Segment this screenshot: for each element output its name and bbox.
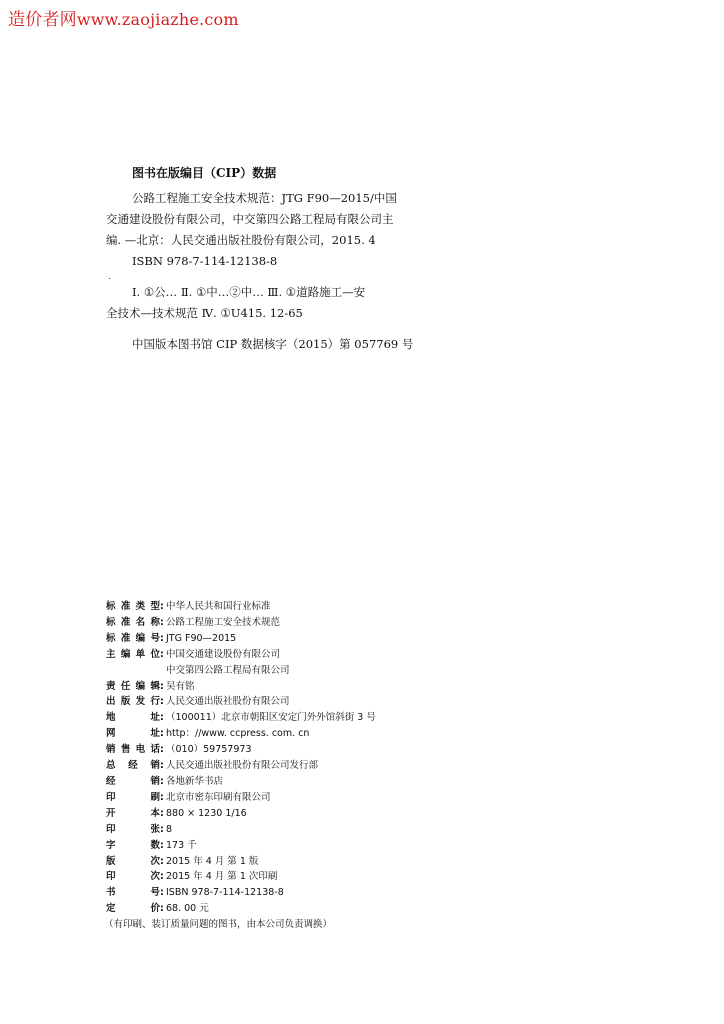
info-value: 中华人民共和国行业标准	[166, 601, 271, 612]
cip-paragraph-line: 编. —北京：人民交通出版社股份有限公司，2015. 4	[106, 233, 376, 247]
info-value: 880 × 1230 1/16	[166, 807, 247, 819]
info-label: 责任编辑	[106, 680, 160, 692]
info-row: 总经销 : 人民交通出版社股份有限公司发行部	[106, 758, 466, 774]
info-row: 地址 : （100011）北京市朝阳区安定门外外馆斜街 3 号	[106, 710, 466, 726]
watermark	[8, 5, 239, 30]
watermark-url: www.zaojiazhe.com	[76, 10, 239, 29]
info-label: 地址	[106, 712, 160, 724]
info-label: 网址	[106, 728, 160, 740]
info-label: 标准名称	[106, 616, 160, 628]
info-row: 出版发行 : 人民交通出版社股份有限公司	[106, 694, 466, 710]
info-value: 各地新华书店	[166, 775, 224, 787]
info-value: 北京市密东印刷有限公司	[166, 791, 271, 803]
info-label: 字数	[106, 839, 160, 851]
info-row: 标准编号 : JTG F90—2015	[106, 631, 466, 647]
info-row: 书号 : ISBN 978-7-114-12138-8	[106, 885, 466, 901]
info-row: 印次 : 2015 年 4 月 第 1 次印刷	[106, 869, 466, 885]
info-row: 经销 : 各地新华书店	[106, 774, 466, 790]
info-label: 定价	[106, 903, 160, 915]
info-label: 书号	[106, 887, 160, 899]
info-row: 标准类型 : 中华人民共和国行业标准	[106, 599, 466, 615]
info-label: 主编单位	[106, 648, 160, 660]
info-row: 主编单位 : 中国交通建设股份有限公司	[106, 647, 466, 663]
info-label: 经销	[106, 775, 160, 787]
info-row: 印刷 : 北京市密东印刷有限公司	[106, 790, 466, 806]
info-value: 8	[166, 823, 173, 835]
info-value: ISBN 978-7-114-12138-8	[166, 887, 284, 899]
cip-isbn: ISBN 978-7-114-12138-8	[132, 254, 278, 268]
info-label: 版次	[106, 855, 160, 867]
info-row	[106, 663, 466, 679]
cip-paragraph-line: 公路工程施工安全技术规范：JTG F90—2015/中国	[132, 191, 397, 205]
info-row: 标准名称 : 公路工程施工安全技术规范	[106, 615, 466, 631]
cip-title: 图书在版编目（CIP）数据	[132, 166, 277, 180]
info-row: 开本 : 880 × 1230 1/16	[106, 806, 466, 822]
info-value: 173 千	[166, 839, 197, 851]
info-label: 标准类型	[106, 601, 160, 612]
quality-note: （有印刷、装订质量问题的图书，由本公司负责调换）	[104, 919, 333, 931]
cip-block	[106, 164, 436, 355]
info-value: （010）59757973	[166, 744, 252, 756]
cip-classification-line: Ⅰ. ①公… Ⅱ. ①中…②中… Ⅲ. ①道路施工—安	[132, 285, 366, 299]
info-value: 2015 年 4 月 第 1 次印刷	[166, 871, 278, 883]
cip-paragraph-line: 交通建设股份有限公司，中交第四公路工程局有限公司主	[106, 212, 394, 226]
info-label: 出版发行	[106, 696, 160, 708]
info-label: 开本	[106, 807, 160, 819]
info-label: 总经销	[106, 760, 160, 772]
publication-info	[106, 599, 466, 933]
info-row: 字数 : 173 千	[106, 838, 466, 854]
info-row: 销售电话 : （010）59757973	[106, 742, 466, 758]
info-value: JTG F90—2015	[166, 632, 237, 644]
cip-verify-number: 中国版本图书馆 CIP 数据核字（2015）第 057769 号	[132, 337, 414, 351]
info-value: 2015 年 4 月 第 1 版	[166, 855, 259, 867]
info-label: 印张	[106, 823, 160, 835]
info-row: 责任编辑 : 吴有铭	[106, 679, 466, 695]
watermark-site-name: 造价者网	[8, 10, 77, 30]
info-row: 版次 : 2015 年 4 月 第 1 版	[106, 854, 466, 870]
info-value: 68. 00 元	[166, 903, 209, 915]
info-row: 印张 : 8	[106, 822, 466, 838]
info-label: 标准编号	[106, 632, 160, 644]
cip-classification-line: 全技术—技术规范 Ⅳ. ①U415. 12-65	[106, 306, 303, 320]
cip-separator: .	[108, 272, 111, 281]
info-value: 公路工程施工安全技术规范	[166, 616, 281, 628]
info-row: 网址 : http：//www. ccpress. com. cn	[106, 726, 466, 742]
info-value: 中交第四公路工程局有限公司	[166, 664, 290, 676]
info-row: 定价 : 68. 00 元	[106, 901, 466, 917]
info-value: http：//www. ccpress. com. cn	[166, 728, 310, 740]
info-label: 印次	[106, 871, 160, 883]
info-label: 销售电话	[106, 744, 160, 756]
info-value: 吴有铭	[166, 680, 195, 692]
info-value: 人民交通出版社股份有限公司发行部	[166, 760, 319, 772]
info-value: 人民交通出版社股份有限公司	[166, 696, 290, 708]
info-label: 印刷	[106, 791, 160, 803]
info-value: （100011）北京市朝阳区安定门外外馆斜街 3 号	[166, 712, 376, 724]
info-value: 中国交通建设股份有限公司	[166, 648, 281, 660]
